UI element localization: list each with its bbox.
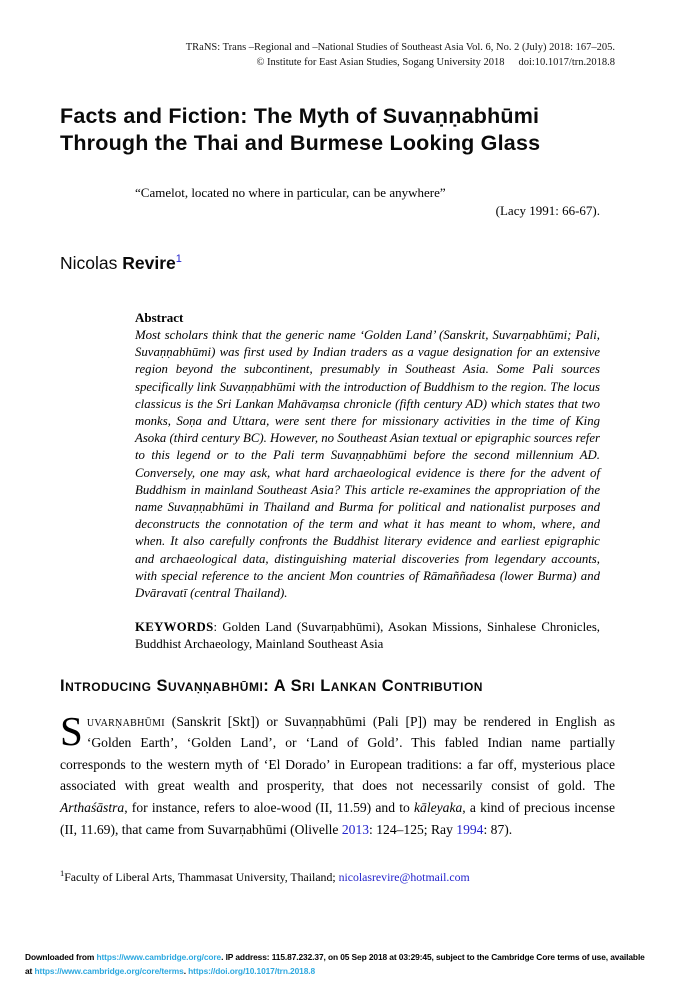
author-email-link[interactable]: nicolasrevire@hotmail.com: [338, 870, 470, 885]
body-text: : 87).: [483, 821, 513, 837]
footer-text: Downloaded from: [25, 952, 97, 962]
body-text: , a kind of precious incense (II, 11.69), that came from Suvarṇabhūmi (Olivelle: [60, 800, 615, 837]
footnote: [60, 866, 615, 885]
download-footer: [25, 951, 653, 978]
body-text: , for instance, refers to aloe-wood (II, 11.59) and to: [124, 800, 414, 816]
keywords-label: KEYWORDS: [135, 620, 214, 635]
doi-text: doi:10.1017/trn.2018.8: [518, 57, 615, 68]
author-line: [60, 253, 615, 274]
epigraph: [60, 184, 615, 220]
section-heading: Introducing Suvaṇṇabhūmi: A Sri Lankan Contribution: [60, 676, 483, 695]
text-column: [0, 40, 675, 885]
footnote-marker: 1: [60, 868, 65, 879]
author-first-name: Nicolas: [60, 253, 123, 273]
body-text: (Sanskrit [Skt]) or Suvaṇṇabhūmi (Pali [P]) may be rendered in English as ‘Golden Earth’, ‘Golden Land’, or ‘Land of Gold’. This fabled Indian name partially corresponds to the western myth of ‘El Dorado’ in European traditions: a far off, mysterious place associated with great wealth and prosperity, that does not necessarily consist of gold. The: [60, 713, 615, 794]
citation-link-olivelle-2013[interactable]: 2013: [341, 821, 370, 837]
article-title: Facts and Fiction: The Myth of Suvaṇṇabhūmi Through the Thai and Burmese Looking Glass: [60, 104, 541, 155]
epigraph-attribution: (Lacy 1991: 66-67).: [495, 203, 600, 218]
keywords-paragraph: [135, 619, 600, 653]
journal-header: [60, 40, 615, 70]
cambridge-core-link[interactable]: https://www.cambridge.org/core: [96, 952, 222, 962]
italic-term: Arthaśāstra: [60, 800, 125, 816]
lead-smallcaps: uvarṇabhūmi: [86, 713, 165, 729]
italic-term: kāleyaka: [413, 800, 463, 816]
abstract-block: [135, 309, 600, 654]
body-text: : 124–125; Ray: [369, 821, 457, 837]
author-footnote-ref-link[interactable]: 1: [175, 253, 182, 266]
author-last-name: Revire: [122, 253, 176, 273]
citation-link-ray-1994[interactable]: 1994: [456, 821, 484, 837]
keywords-text: : Golden Land (Suvarṇabhūmi), Asokan Missions, Sinhalese Chronicles, Buddhist Archaeology, Mainland Southeast Asia: [135, 620, 600, 652]
body-paragraph: [60, 707, 615, 841]
cambridge-terms-link[interactable]: https://www.cambridge.org/core/terms: [34, 965, 184, 976]
doi-link[interactable]: https://doi.org/10.1017/trn.2018.8: [188, 965, 316, 976]
abstract-heading: Abstract: [135, 310, 184, 325]
abstract-body: Most scholars think that the generic name ‘Golden Land’ (Sanskrit, Suvarṇabhūmi; Pali, Suvaṇṇabhūmi) was first used by Indian traders as a vague designation for an extensive region beyond the subcontinent, presumably in Southeast Asia. Some Pali sources specifically link Suvaṇṇabhūmi with the introduction of Buddhism to the region. The locus classicus is the Sri Lankan Mahāvaṃsa chronicle (fifth century AD) which states that two monks, Soṇa and Uttara, were sent there for missionary activities in the time of King Asoka (third century BC). However, no Southeast Asian textual or epigraphic sources refer to this legend or to the Pali term Suvaṇṇabhūmi before the second millennium AD. Conversely, one may ask, what hard archaeological evidence is there for the advent of Buddhism in mainland Southeast Asia? This article re-examines the appropriation of the name Suvaṇṇabhūmi in Thailand and Burma for political and nationalist purposes and deconstructs the connotation of the term and what it has meant to whom, where, and when. It also carefully confronts the Buddhist literary evidence and earliest epigraphic and archaeological data, distinguishing material discoveries from legendary accounts, with special reference to the ancient Mon countries of Rāmaññadesa (lower Burma) and Dvāravatī (central Thailand).: [135, 328, 600, 601]
copyright-text: © Institute for East Asian Studies, Sogang University 2018: [256, 57, 505, 68]
drop-cap: S: [60, 707, 83, 754]
footer-text: .: [183, 965, 189, 976]
journal-citation-line: TRaNS: Trans –Regional and –National Studies of Southeast Asia Vol. 6, No. 2 (July) 2018: 167–205.: [185, 42, 615, 53]
footnote-text: Faculty of Liberal Arts, Thammasat University, Thailand;: [64, 870, 339, 885]
journal-copyright-line: [60, 55, 615, 70]
footer-text: . IP address: 115.87.232.37, on 05 Sep 2018 at 03:29:45, subject to the Cambridge Core terms of use, available at: [25, 952, 645, 976]
epigraph-quote: “Camelot, located no where in particular, can be anywhere”: [135, 185, 446, 200]
